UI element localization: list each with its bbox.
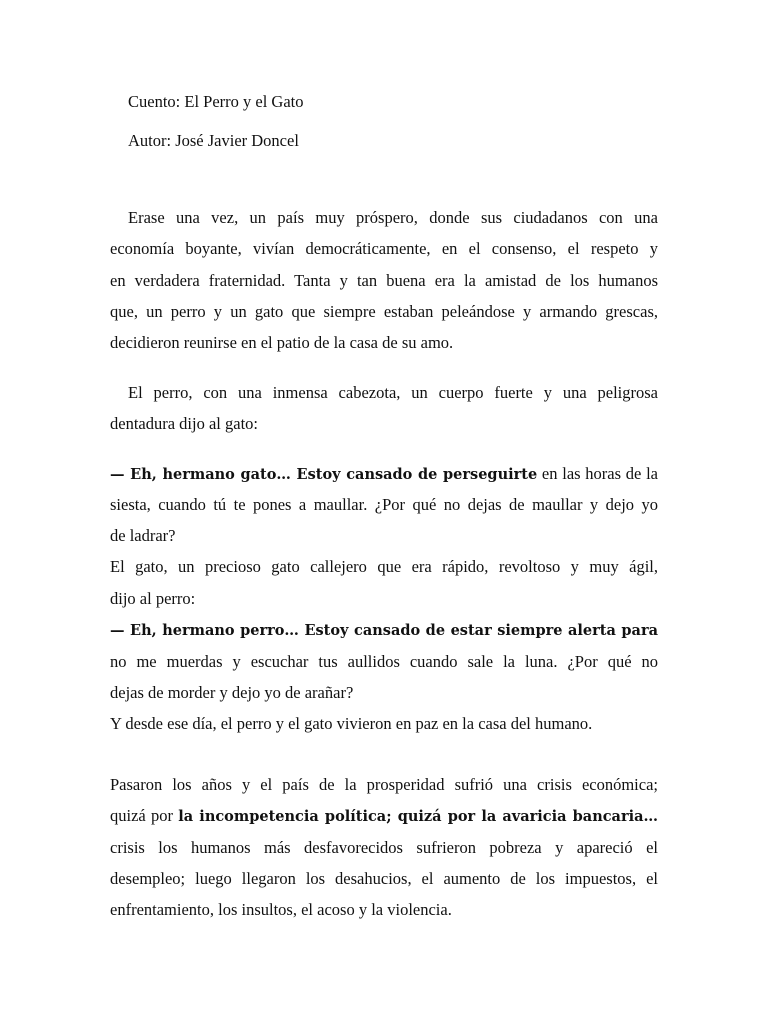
cat-speech-bold: — Eh, hermano perro… Estoy cansado de estar siempre alerta para [110,622,658,639]
paragraph1-line: decidieron reunirse en el patio de la casa de su amo. [110,333,454,352]
story-ending-line: Y desde ese día, el perro y el gato vivieron en paz en la casa del humano. [110,714,593,733]
dog-speech-line [110,464,658,484]
paragraph3-plain: quizá por [110,806,179,825]
paragraph1-line: en verdadera fraternidad. Tanta y tan buena era la amistad de los humanos [110,271,658,290]
paragraph3-line [110,806,658,826]
dog-speech-rest: en las horas de la [537,464,658,483]
cat-speech-line: dejas de morder y dejo yo de arañar? [110,683,354,702]
story-title: Cuento: El Perro y el Gato [128,92,304,111]
paragraph3-line: Pasaron los años y el país de la prosperidad sufrió una crisis económica; [110,775,658,794]
author-line: Autor: José Javier Doncel [128,131,299,150]
paragraph1-line: Erase una vez, un país muy próspero, donde sus ciudadanos con una [128,208,658,227]
dog-speech-line: de ladrar? [110,526,176,545]
paragraph3-line: desempleo; luego llegaron los desahucios, el aumento de los impuestos, el [110,869,658,888]
paragraph1-line: economía boyante, vivían democráticamente, en el consenso, el respeto y [110,239,658,258]
dog-speech-bold: — Eh, hermano gato… Estoy cansado de perseguirte [110,466,538,483]
paragraph3-line: enfrentamiento, los insultos, el acoso y la violencia. [110,900,452,919]
cat-speech-line: no me muerdas y escuchar tus aullidos cuando sale la luna. ¿Por qué no [110,652,658,671]
cat-intro-line: El gato, un precioso gato callejero que era rápido, revoltoso y muy ágil, [110,557,658,576]
paragraph2-line: El perro, con una inmensa cabezota, un cuerpo fuerte y una peligrosa [128,383,658,402]
cat-intro-line: dijo al perro: [110,589,196,608]
paragraph1-line: que, un perro y un gato que siempre estaban peleándose y armando grescas, [110,302,658,321]
paragraph3-bold: la incompetencia política; quizá por la avaricia bancaria… [178,808,658,825]
paragraph3-line: crisis los humanos más desfavorecidos sufrieron pobreza y apareció el [110,838,658,857]
paragraph2-line: dentadura dijo al gato: [110,414,258,433]
dog-speech-line: siesta, cuando tú te pones a maullar. ¿Por qué no dejas de maullar y dejo yo [110,495,658,514]
